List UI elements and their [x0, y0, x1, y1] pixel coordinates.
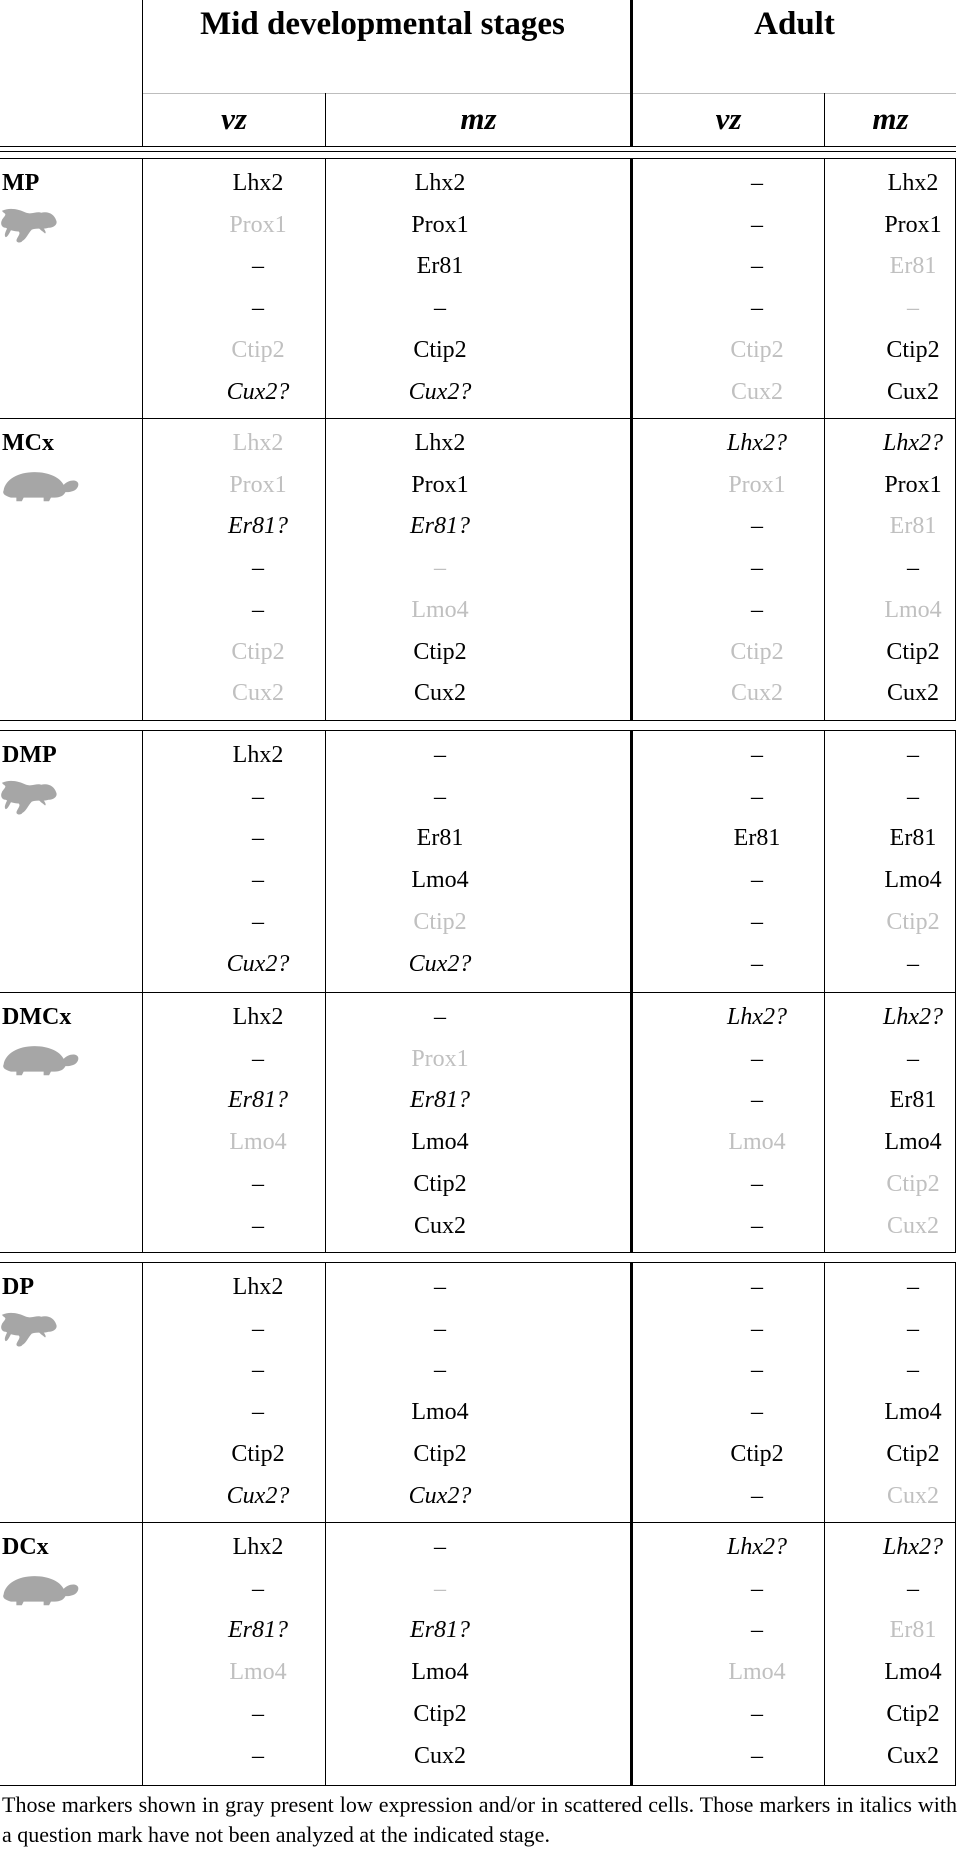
marker-cell-mid-mz: Lmo4: [411, 1129, 469, 1156]
marker-cell-mid-mz: Lmo4: [411, 596, 469, 623]
marker-cell-mid-mz: Ctip2: [413, 1700, 467, 1727]
marker-cell-mid-mz: Ctip2: [413, 638, 467, 665]
marker-cell-adult-vz: Lmo4: [728, 1129, 786, 1156]
marker-cell-mid-mz: Prox1: [411, 1045, 469, 1072]
marker-cell-mid-mz: –: [434, 1534, 446, 1560]
column-rule: [630, 158, 633, 720]
group-top-rule: [0, 730, 956, 731]
marker-cell-adult-vz: –: [751, 867, 763, 894]
lizard-icon: [0, 200, 58, 248]
marker-cell-mid-mz: Lmo4: [411, 1399, 469, 1426]
marker-cell-adult-vz: –: [751, 513, 763, 540]
marker-cell-adult-mz: Ctip2: [886, 336, 940, 363]
marker-cell-mid-vz: Cux2?: [226, 1482, 290, 1509]
marker-cell-adult-vz: Lhx2?: [727, 1534, 787, 1560]
marker-cell-mid-vz: –: [252, 596, 264, 623]
marker-cell-adult-vz: –: [751, 1274, 763, 1300]
header-bottom-rule: [0, 151, 956, 152]
marker-cell-mid-mz: Cux2?: [408, 378, 472, 405]
marker-cell-mid-vz: Lhx2: [232, 1004, 284, 1030]
marker-cell-mid-vz: –: [252, 1357, 264, 1384]
marker-cell-mid-mz: Ctip2: [413, 1170, 467, 1197]
marker-cell-adult-vz: Ctip2: [730, 336, 784, 363]
marker-cell-mid-mz: –: [434, 1575, 446, 1602]
column-rule: [142, 1262, 143, 1785]
marker-cell-mid-mz: Er81?: [410, 513, 470, 540]
marker-cell-mid-vz: –: [252, 1742, 264, 1769]
column-rule: [142, 730, 143, 1252]
marker-cell-mid-vz: Lhx2: [232, 170, 284, 196]
marker-cell-adult-vz: –: [751, 1045, 763, 1072]
column-rule: [142, 0, 143, 146]
region-label: DP: [2, 1274, 34, 1300]
marker-cell-mid-vz: –: [252, 1575, 264, 1602]
marker-cell-mid-mz: –: [434, 1004, 446, 1030]
marker-cell-mid-vz: –: [252, 1399, 264, 1426]
marker-cell-adult-vz: –: [751, 170, 763, 196]
marker-cell-adult-vz: –: [751, 295, 763, 322]
marker-cell-mid-vz: Lhx2: [232, 1274, 284, 1300]
marker-cell-adult-mz: Prox1: [884, 471, 942, 498]
marker-cell-adult-vz: –: [751, 253, 763, 280]
mid-vz-header: vz: [221, 101, 247, 136]
marker-cell-adult-vz: –: [751, 1617, 763, 1644]
marker-cell-mid-vz: Ctip2: [231, 1440, 285, 1467]
marker-cell-adult-mz: –: [907, 1575, 919, 1602]
marker-cell-adult-mz: Cux2: [886, 1482, 939, 1509]
header-rule: [633, 93, 956, 94]
marker-cell-adult-mz: –: [907, 1357, 919, 1384]
block-divider: [0, 1522, 956, 1523]
marker-cell-mid-vz: Cux2?: [226, 378, 290, 405]
column-rule: [630, 0, 633, 146]
marker-cell-mid-vz: Ctip2: [231, 336, 285, 363]
marker-cell-mid-mz: Cux2: [413, 1742, 466, 1769]
marker-cell-mid-mz: Cux2?: [408, 950, 472, 977]
marker-cell-mid-vz: –: [252, 555, 264, 582]
marker-cell-adult-vz: –: [751, 1482, 763, 1509]
marker-cell-mid-vz: Er81?: [228, 1617, 288, 1644]
block-divider: [0, 418, 956, 419]
marker-cell-adult-mz: Cux2: [886, 378, 939, 405]
marker-cell-mid-mz: Lhx2: [414, 430, 466, 456]
marker-cell-mid-mz: Er81: [416, 253, 464, 280]
header-bottom-rule: [0, 146, 956, 147]
marker-cell-mid-mz: Lhx2: [414, 170, 466, 196]
marker-cell-mid-vz: Prox1: [229, 211, 287, 238]
marker-cell-adult-vz: –: [751, 1700, 763, 1727]
table-footnote: Those markers shown in gray present low expression and/or in scattered cells. Those markers in italics with a question mark have not been analyzed at the indicated stage.: [2, 1792, 957, 1847]
column-rule: [142, 158, 143, 720]
marker-cell-mid-vz: Lhx2: [232, 742, 284, 768]
marker-cell-mid-vz: Prox1: [229, 471, 287, 498]
marker-cell-mid-mz: Lmo4: [411, 1659, 469, 1686]
marker-cell-adult-mz: Lhx2?: [883, 430, 943, 456]
marker-cell-adult-vz: –: [751, 742, 763, 768]
marker-cell-mid-vz: –: [252, 253, 264, 280]
marker-cell-adult-mz: Ctip2: [886, 908, 940, 935]
marker-cell-adult-vz: –: [751, 1399, 763, 1426]
marker-cell-mid-mz: Er81: [416, 825, 464, 852]
mid-mz-header: mz: [460, 101, 497, 136]
marker-cell-adult-mz: Cux2: [886, 1212, 939, 1239]
column-rule: [630, 730, 633, 1252]
marker-cell-adult-vz: –: [751, 596, 763, 623]
lizard-icon: [0, 1304, 58, 1352]
marker-cell-mid-vz: Lhx2: [232, 430, 284, 456]
marker-cell-adult-mz: Ctip2: [886, 1170, 940, 1197]
group-bottom-rule: [0, 1252, 956, 1253]
marker-cell-adult-mz: –: [907, 1274, 919, 1300]
column-rule: [824, 93, 825, 146]
adult-vz-header: vz: [715, 101, 742, 136]
column-rule: [630, 1262, 633, 1785]
marker-cell-mid-vz: –: [252, 783, 264, 810]
marker-cell-adult-mz: Lmo4: [884, 596, 942, 623]
marker-cell-adult-vz: Lmo4: [728, 1659, 786, 1686]
marker-cell-adult-mz: –: [907, 950, 919, 977]
marker-cell-adult-vz: –: [751, 1212, 763, 1239]
marker-cell-adult-mz: Lhx2?: [883, 1534, 943, 1560]
marker-cell-mid-mz: –: [434, 742, 446, 768]
marker-cell-adult-mz: Lmo4: [884, 1399, 942, 1426]
marker-cell-mid-vz: –: [252, 1212, 264, 1239]
marker-cell-adult-vz: Cux2: [730, 378, 783, 405]
marker-cell-adult-vz: –: [751, 908, 763, 935]
marker-cell-adult-mz: –: [907, 1315, 919, 1342]
adult-header: Adult: [754, 6, 835, 42]
region-label: DMCx: [2, 1004, 72, 1030]
adult-mz-header: mz: [872, 101, 909, 136]
group-top-rule: [0, 1262, 956, 1263]
marker-cell-mid-mz: Prox1: [411, 211, 469, 238]
marker-cell-adult-vz: –: [751, 1742, 763, 1769]
marker-cell-mid-mz: Cux2: [413, 680, 466, 707]
marker-cell-adult-mz: –: [907, 783, 919, 810]
marker-cell-mid-mz: –: [434, 783, 446, 810]
region-label: MCx: [2, 430, 54, 456]
marker-cell-adult-vz: Er81: [733, 825, 781, 852]
marker-cell-adult-vz: –: [751, 211, 763, 238]
marker-cell-mid-mz: Er81?: [410, 1087, 470, 1114]
marker-cell-adult-vz: –: [751, 783, 763, 810]
marker-cell-mid-vz: Lhx2: [232, 1534, 284, 1560]
mid-stages-header: Mid developmental stages: [200, 6, 565, 42]
marker-cell-adult-mz: Lhx2?: [883, 1004, 943, 1030]
group-bottom-rule: [0, 1785, 956, 1786]
marker-cell-mid-vz: Ctip2: [231, 638, 285, 665]
marker-cell-adult-vz: Ctip2: [730, 638, 784, 665]
region-label: DCx: [2, 1534, 49, 1560]
marker-cell-adult-mz: Lmo4: [884, 1659, 942, 1686]
marker-cell-mid-mz: Cux2?: [408, 1482, 472, 1509]
marker-cell-mid-vz: Cux2?: [226, 950, 290, 977]
marker-cell-adult-mz: –: [907, 1045, 919, 1072]
marker-cell-mid-vz: –: [252, 825, 264, 852]
marker-cell-mid-vz: –: [252, 1170, 264, 1197]
marker-cell-adult-vz: Ctip2: [730, 1440, 784, 1467]
group-bottom-rule: [0, 720, 956, 721]
marker-cell-adult-mz: Lmo4: [884, 867, 942, 894]
marker-cell-adult-vz: –: [751, 555, 763, 582]
marker-cell-mid-mz: Prox1: [411, 471, 469, 498]
marker-cell-adult-vz: Lhx2?: [727, 1004, 787, 1030]
marker-cell-adult-vz: –: [751, 1575, 763, 1602]
marker-cell-adult-mz: Lmo4: [884, 1129, 942, 1156]
marker-cell-mid-mz: Lmo4: [411, 867, 469, 894]
marker-cell-adult-vz: –: [751, 950, 763, 977]
block-divider: [0, 992, 956, 993]
marker-cell-adult-mz: Er81: [889, 1617, 937, 1644]
turtle-icon: [0, 1568, 80, 1608]
marker-cell-mid-vz: –: [252, 1045, 264, 1072]
turtle-icon: [0, 464, 80, 504]
region-label: DMP: [2, 742, 57, 768]
marker-cell-mid-vz: Er81?: [228, 513, 288, 540]
marker-cell-adult-vz: –: [751, 1170, 763, 1197]
marker-cell-adult-mz: –: [907, 555, 919, 582]
marker-cell-mid-mz: –: [434, 1315, 446, 1342]
marker-cell-adult-vz: –: [751, 1087, 763, 1114]
marker-cell-adult-mz: Cux2: [886, 1742, 939, 1769]
marker-cell-adult-vz: Cux2: [730, 680, 783, 707]
group-top-rule: [0, 158, 956, 159]
marker-cell-adult-vz: Prox1: [728, 471, 786, 498]
marker-cell-mid-mz: Ctip2: [413, 908, 467, 935]
marker-cell-mid-vz: –: [252, 867, 264, 894]
marker-cell-mid-mz: Er81?: [410, 1617, 470, 1644]
marker-cell-mid-vz: Cux2: [231, 680, 284, 707]
marker-cell-adult-mz: –: [907, 295, 919, 322]
marker-cell-adult-mz: Prox1: [884, 211, 942, 238]
marker-cell-mid-vz: –: [252, 1700, 264, 1727]
marker-cell-mid-vz: Lmo4: [229, 1129, 287, 1156]
column-rule: [325, 93, 326, 146]
header-rule: [143, 93, 630, 94]
marker-cell-mid-mz: –: [434, 1357, 446, 1384]
marker-cell-mid-mz: Ctip2: [413, 336, 467, 363]
marker-cell-adult-vz: Lhx2?: [727, 430, 787, 456]
marker-cell-mid-vz: Lmo4: [229, 1659, 287, 1686]
marker-cell-mid-vz: Er81?: [228, 1087, 288, 1114]
marker-cell-mid-vz: –: [252, 908, 264, 935]
marker-cell-adult-mz: Ctip2: [886, 1700, 940, 1727]
marker-cell-mid-mz: –: [434, 295, 446, 322]
marker-cell-mid-vz: –: [252, 1315, 264, 1342]
marker-cell-adult-mz: Er81: [889, 513, 937, 540]
marker-cell-adult-vz: –: [751, 1357, 763, 1384]
marker-cell-mid-mz: –: [434, 555, 446, 582]
marker-cell-adult-mz: Er81: [889, 1087, 937, 1114]
marker-cell-adult-mz: Er81: [889, 253, 937, 280]
marker-cell-adult-mz: Cux2: [886, 680, 939, 707]
region-label: MP: [2, 170, 40, 196]
marker-cell-mid-mz: Ctip2: [413, 1440, 467, 1467]
turtle-icon: [0, 1038, 80, 1078]
marker-cell-mid-vz: –: [252, 295, 264, 322]
marker-cell-adult-vz: –: [751, 1315, 763, 1342]
marker-cell-adult-mz: Ctip2: [886, 1440, 940, 1467]
marker-cell-adult-mz: Er81: [889, 825, 937, 852]
marker-cell-mid-mz: Cux2: [413, 1212, 466, 1239]
marker-cell-adult-mz: Lhx2: [887, 170, 939, 196]
marker-cell-adult-mz: Ctip2: [886, 638, 940, 665]
marker-cell-mid-mz: –: [434, 1274, 446, 1300]
lizard-icon: [0, 772, 58, 820]
marker-cell-adult-mz: –: [907, 742, 919, 768]
